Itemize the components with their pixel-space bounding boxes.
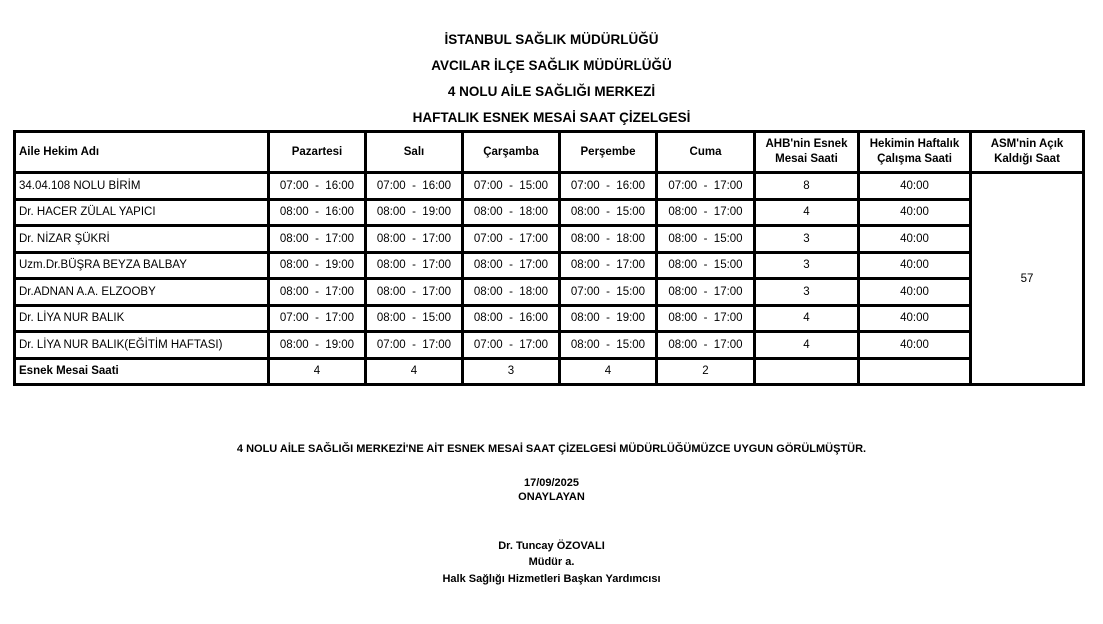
wednesday-hours: 08:00 - 18:00 [463, 199, 560, 226]
monday-hours: 08:00 - 19:00 [269, 332, 366, 359]
flex-hours: 4 [755, 332, 859, 359]
weekly-hours: 40:00 [859, 305, 971, 332]
physician-name: Dr. HACER ZÜLAL YAPICI [15, 199, 269, 226]
table-row [15, 332, 1084, 359]
monday-hours: 08:00 - 17:00 [269, 279, 366, 306]
weekly-hours: 40:00 [859, 279, 971, 306]
schedule-table [13, 130, 1085, 386]
column-header-wednesday: Çarşamba [463, 132, 560, 173]
weekly-hours: 40:00 [859, 226, 971, 253]
table-row [15, 173, 1084, 200]
weekly-hours: 40:00 [859, 332, 971, 359]
table-header-row [15, 132, 1084, 173]
flex-hours: 4 [755, 305, 859, 332]
thursday-hours: 08:00 - 15:00 [560, 199, 657, 226]
column-header-weekly-hours: Hekimin Haftalık Çalışma Saati [859, 132, 971, 173]
weekly-hours: 40:00 [859, 173, 971, 200]
physician-name: Uzm.Dr.BÜŞRA BEYZA BALBAY [15, 252, 269, 279]
flex-hours: 3 [755, 252, 859, 279]
column-header-flex-hours: AHB'nin Esnek Mesai Saati [755, 132, 859, 173]
totals-label: Esnek Mesai Saati [15, 358, 269, 385]
approved-by-label: ONAYLAYAN [518, 491, 585, 503]
table-row [15, 252, 1084, 279]
weekly-hours: 40:00 [859, 199, 971, 226]
column-header-thursday: Perşembe [560, 132, 657, 173]
thursday-hours: 07:00 - 16:00 [560, 173, 657, 200]
approval-date: 17/09/2025 [523, 477, 580, 489]
column-header-name: Aile Hekim Adı [15, 132, 269, 173]
header-institution: İSTANBUL SAĞLIK MÜDÜRLÜĞÜ [444, 32, 659, 47]
weekly-hours-total [859, 358, 971, 385]
monday-hours: 08:00 - 16:00 [269, 199, 366, 226]
monday-hours: 08:00 - 19:00 [269, 252, 366, 279]
flex-hours-total [755, 358, 859, 385]
column-header-tuesday: Salı [366, 132, 463, 173]
table-row [15, 226, 1084, 253]
header-district: AVCILAR İLÇE SAĞLIK MÜDÜRLÜĞÜ [431, 58, 672, 73]
flex-hours: 3 [755, 279, 859, 306]
physician-name: Dr.ADNAN A.A. ELZOOBY [15, 279, 269, 306]
table-row [15, 199, 1084, 226]
wednesday-hours: 07:00 - 17:00 [463, 226, 560, 253]
thursday-hours: 08:00 - 18:00 [560, 226, 657, 253]
wednesday-hours: 07:00 - 17:00 [463, 332, 560, 359]
table-row [15, 279, 1084, 306]
thursday-hours: 08:00 - 17:00 [560, 252, 657, 279]
column-header-monday: Pazartesi [269, 132, 366, 173]
tuesday-hours: 08:00 - 17:00 [366, 279, 463, 306]
wednesday-hours: 07:00 - 15:00 [463, 173, 560, 200]
physician-name: Dr. NİZAR ŞÜKRİ [15, 226, 269, 253]
signer-position: Halk Sağlığı Hizmetleri Başkan Yardımcısı [442, 573, 661, 585]
column-header-open-hours: ASM'nin Açık Kaldığı Saat [971, 132, 1084, 173]
monday-total: 4 [269, 358, 366, 385]
signer-title: Müdür a. [528, 556, 575, 568]
thursday-hours: 08:00 - 15:00 [560, 332, 657, 359]
open-hours-value: 57 [971, 173, 1084, 385]
thursday-total: 4 [560, 358, 657, 385]
tuesday-hours: 08:00 - 17:00 [366, 252, 463, 279]
tuesday-hours: 08:00 - 19:00 [366, 199, 463, 226]
signer-name: Dr. Tuncay ÖZOVALI [498, 540, 605, 552]
flex-hours: 3 [755, 226, 859, 253]
physician-name: Dr. LİYA NUR BALIK [15, 305, 269, 332]
header-center: 4 NOLU AİLE SAĞLIĞI MERKEZİ [447, 84, 656, 99]
tuesday-hours: 07:00 - 16:00 [366, 173, 463, 200]
physician-name: Dr. LİYA NUR BALIK(EĞİTİM HAFTASI) [15, 332, 269, 359]
monday-hours: 08:00 - 17:00 [269, 226, 366, 253]
thursday-hours: 08:00 - 19:00 [560, 305, 657, 332]
physician-name: 34.04.108 NOLU BİRİM [15, 173, 269, 200]
weekly-hours: 40:00 [859, 252, 971, 279]
tuesday-hours: 07:00 - 17:00 [366, 332, 463, 359]
monday-hours: 07:00 - 17:00 [269, 305, 366, 332]
document-title: HAFTALIK ESNEK MESAİ SAAT ÇİZELGESİ [412, 110, 691, 125]
friday-hours: 07:00 - 17:00 [657, 173, 755, 200]
wednesday-hours: 08:00 - 16:00 [463, 305, 560, 332]
table-row [15, 305, 1084, 332]
friday-hours: 08:00 - 17:00 [657, 305, 755, 332]
tuesday-total: 4 [366, 358, 463, 385]
friday-hours: 08:00 - 15:00 [657, 252, 755, 279]
wednesday-hours: 08:00 - 17:00 [463, 252, 560, 279]
totals-row [15, 358, 1084, 385]
wednesday-total: 3 [463, 358, 560, 385]
thursday-hours: 07:00 - 15:00 [560, 279, 657, 306]
friday-hours: 08:00 - 17:00 [657, 279, 755, 306]
column-header-friday: Cuma [657, 132, 755, 173]
friday-hours: 08:00 - 17:00 [657, 332, 755, 359]
friday-hours: 08:00 - 15:00 [657, 226, 755, 253]
tuesday-hours: 08:00 - 17:00 [366, 226, 463, 253]
friday-total: 2 [657, 358, 755, 385]
tuesday-hours: 08:00 - 15:00 [366, 305, 463, 332]
flex-hours: 8 [755, 173, 859, 200]
monday-hours: 07:00 - 16:00 [269, 173, 366, 200]
friday-hours: 08:00 - 17:00 [657, 199, 755, 226]
flex-hours: 4 [755, 199, 859, 226]
approval-note: 4 NOLU AİLE SAĞLIĞI MERKEZİ'NE AİT ESNEK MESAİ SAAT ÇİZELGESİ MÜDÜRLÜĞÜMÜZCE UYGUN GÖRÜLMÜŞTÜR. [236, 443, 867, 455]
wednesday-hours: 08:00 - 18:00 [463, 279, 560, 306]
